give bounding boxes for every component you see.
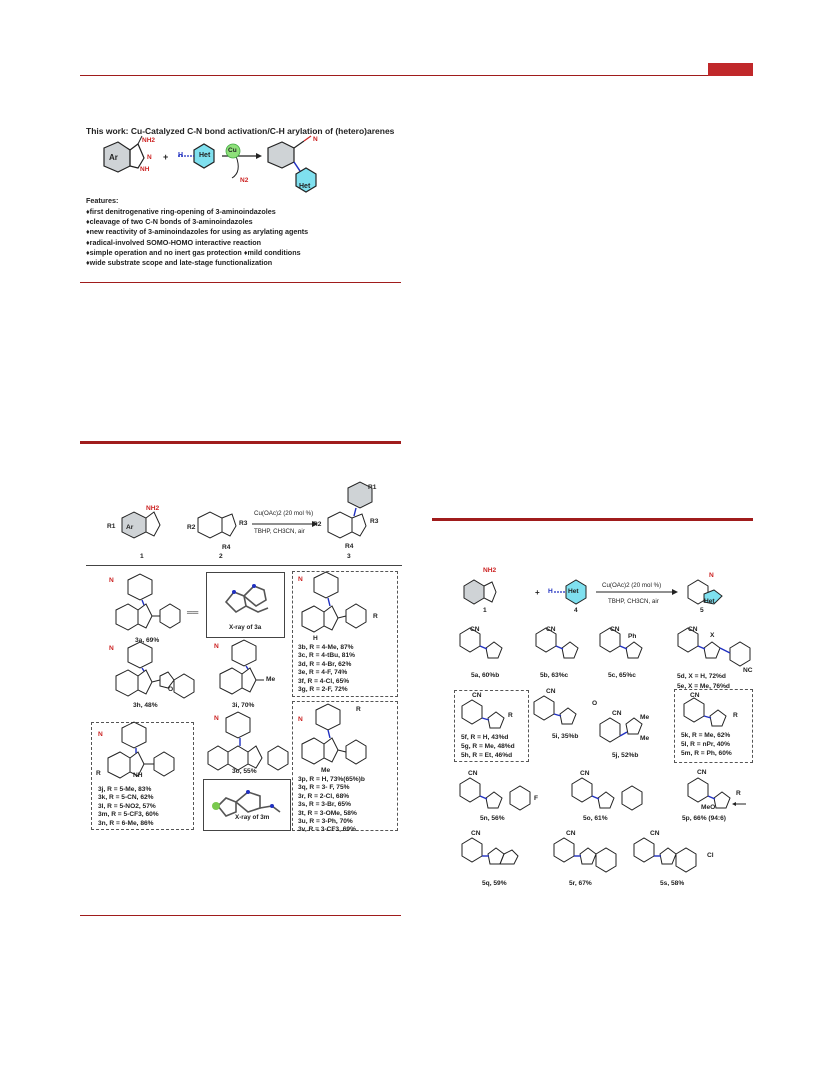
- compound-number-5: 5: [700, 607, 704, 614]
- product-r1-label: R1: [368, 484, 377, 491]
- indole-reaction-header: [86, 478, 406, 558]
- compound-3g-label: 3g, R = 2-F, 72%: [298, 686, 348, 694]
- indole-ar-label: Ar: [126, 524, 134, 531]
- r-label-5p: R: [736, 790, 741, 797]
- compound-3u-label: 3u, R = 3-Ph, 70%: [298, 818, 353, 826]
- abstract-reaction-diagram: [86, 138, 416, 198]
- compound-5f-label: 5f, R = H, 43%d: [461, 734, 509, 741]
- abstract-product-het-label: Het: [299, 183, 311, 190]
- cn-label-5i: CN: [546, 688, 556, 695]
- compound-3o-label: 3o, 55%: [232, 768, 257, 775]
- compound-5b-label: 5b, 63%c: [540, 672, 569, 679]
- cn-label-3a: N: [109, 577, 114, 584]
- indole-r1-label: R1: [107, 523, 116, 530]
- compound-5k-label: 5k, R = Me, 62%: [681, 732, 731, 739]
- section-rule-right: [432, 518, 753, 521]
- abstract-cu-label: Cu: [228, 147, 237, 154]
- group-5k-5m-list: [681, 731, 732, 759]
- indole-nh2-label: NH2: [146, 505, 160, 512]
- structure-3o: [206, 716, 296, 776]
- indole-r4-label: R4: [222, 544, 231, 551]
- hetarene-nh2-label: NH2: [483, 567, 497, 574]
- header-rule: [80, 75, 752, 76]
- abstract-n-label: N: [147, 154, 152, 161]
- compound-5m-label: 5m, R = Ph, 60%: [681, 750, 732, 758]
- compound-5g-label: 5g, R = Me, 48%d: [461, 743, 515, 751]
- product-r2-label: R2: [313, 521, 322, 528]
- compound-3q-label: 3q, R = 3- F, 75%: [298, 784, 350, 792]
- cn-label-3i: N: [214, 643, 219, 650]
- compound-5s-label: 5s, 58%: [660, 880, 685, 887]
- compound-3d-label: 3d, R = 4-Br, 62%: [298, 660, 352, 668]
- compound-3k-label: 3k, R = 5-CN, 62%: [98, 794, 154, 802]
- compound-3t-label: 3t, R = 3-OMe, 58%: [298, 809, 357, 817]
- cn-label-5a: CN: [470, 626, 480, 633]
- cn-label-5k: CN: [690, 692, 700, 699]
- cn-label-5f: CN: [472, 692, 482, 699]
- o-label-5i: O: [592, 700, 598, 707]
- r-label-3p: R: [356, 706, 361, 713]
- feature-item: ♦cleavage of two C-N bonds of 3-aminoindazoles: [86, 217, 253, 227]
- compound-5a-label: 5a, 60%b: [471, 672, 500, 679]
- cl-label-5s: Cl: [707, 852, 714, 859]
- cn-label-5q: CN: [471, 830, 481, 837]
- hetarene-h-label: H: [548, 588, 553, 595]
- x-label-5d: X: [710, 632, 715, 639]
- indole-r3-label: R3: [239, 520, 248, 527]
- structure-3p-3v: [294, 708, 390, 780]
- hetarene-plus: +: [535, 588, 540, 597]
- compound-5o-label: 5o, 61%: [583, 815, 608, 822]
- cn-label-5c: CN: [610, 626, 620, 633]
- group-3j-3n-list: [98, 786, 159, 828]
- equals-sign: ══: [187, 608, 199, 617]
- abstract-plus: +: [163, 152, 169, 162]
- me-label-3i: Me: [266, 676, 276, 683]
- cn-label-3p: N: [298, 716, 303, 723]
- cn-label-5j: CN: [612, 710, 622, 717]
- structure-3h: [106, 646, 202, 702]
- r-label-5k: R: [733, 712, 738, 719]
- indole-conditions-bottom: TBHP, CH3CN, air: [254, 528, 305, 535]
- scheme-bottom-rule: [80, 915, 401, 916]
- structure-3b-3g: [294, 576, 390, 648]
- meo-label-5p: MeO: [701, 804, 716, 811]
- abstract-het-label: Het: [199, 152, 211, 159]
- h-label-3b: H: [313, 635, 318, 642]
- feature-item: ♦wide substrate scope and late-stage functionalization: [86, 258, 273, 268]
- cn-label-3h: N: [109, 645, 114, 652]
- structures-row4: [450, 832, 780, 882]
- compound-5c-label: 5c, 65%c: [608, 672, 636, 679]
- me-label-5j-2: Me: [640, 735, 650, 742]
- abstract-ar-label: Ar: [109, 153, 118, 162]
- hetarene-reaction-header: [450, 568, 770, 618]
- compound-3b-label: 3b, R = 4-Me, 87%: [298, 644, 354, 651]
- abstract-nh-label: NH: [140, 166, 150, 173]
- compound-3n-label: 3n, R = 6-Me, 86%: [98, 819, 154, 827]
- r-label-3b: R: [373, 613, 378, 620]
- abstract-nh2-label: NH2: [142, 137, 156, 144]
- feature-item: ♦first denitrogenative ring-opening of 3-aminoindazoles: [86, 207, 276, 216]
- structure-3a: [106, 578, 186, 638]
- xray-3a-image: [216, 578, 276, 622]
- abstract-h-label: H: [178, 152, 184, 159]
- r-label-5f: R: [508, 712, 513, 719]
- cn-label-3j: N: [98, 731, 103, 738]
- header-page-tab: [708, 63, 753, 76]
- compound-3h-label: 3h, 48%: [133, 702, 158, 709]
- compound-3i-label: 3i, 70%: [232, 702, 255, 709]
- indole-r2-label: R2: [187, 524, 196, 531]
- o-label-3h: O: [168, 686, 174, 693]
- compound-5r-label: 5r, 67%: [569, 880, 592, 887]
- compound-3j-label: 3j, R = 5-Me, 83%: [98, 786, 152, 793]
- cn-label-5b: CN: [546, 626, 556, 633]
- group-3b-3g-list: [298, 644, 355, 694]
- hetarene-product-n-label: N: [709, 572, 714, 579]
- features-list: [86, 207, 308, 268]
- compound-3l-label: 3l, R = 5-NO2, 57%: [98, 802, 156, 810]
- compound-5q-label: 5q, 59%: [482, 880, 507, 887]
- ph-label-5c: Ph: [628, 633, 637, 640]
- cn-label-5r: CN: [566, 830, 576, 837]
- cn-label-5d: CN: [688, 626, 698, 633]
- compound-5p-label: 5p, 66% (94:6): [682, 815, 726, 822]
- section-rule-left: [80, 441, 401, 444]
- compound-number-1b: 1: [483, 607, 487, 614]
- r-label-3j: R: [96, 770, 101, 777]
- feature-item: ♦radical-involved SOMO-HOMO interactive reaction: [86, 237, 262, 247]
- compound-number-3: 3: [347, 553, 351, 560]
- abstract-product-n-label: N: [313, 136, 318, 143]
- feature-item: ♦new reactivity of 3-aminoindazoles for using as arylating agents: [86, 227, 309, 237]
- compound-3v-label: 3v, R = 3-CF3, 69%: [298, 826, 356, 834]
- cn-label-3o: N: [214, 715, 219, 722]
- compound-3a-label: 3a, 69%: [135, 637, 160, 644]
- cn-label-5p: CN: [697, 769, 707, 776]
- group-5f-5h-list: [461, 733, 515, 761]
- compound-3p-label: 3p, R = H, 73%(65%)b: [298, 776, 365, 783]
- indole-conditions-top: Cu(OAc)2 (20 mol %): [254, 510, 314, 517]
- indole-header-divider: [86, 565, 402, 566]
- compound-3e-label: 3e, R = 4-F, 74%: [298, 669, 348, 677]
- compound-5i-label: 5i, 35%b: [552, 733, 579, 740]
- structures-row1: [450, 626, 780, 676]
- xray-3m-caption: X-ray of 3m: [235, 814, 270, 821]
- me-label-3p: Me: [321, 767, 331, 774]
- nc-label-5d: NC: [743, 667, 753, 674]
- xray-3a-caption: X-ray of 3a: [229, 624, 262, 631]
- compound-3c-label: 3c, R = 4-tBu, 81%: [298, 652, 355, 660]
- product-r4-label: R4: [345, 543, 354, 550]
- hetarene-conditions-bottom: TBHP, CH3CN, air: [608, 598, 659, 605]
- structure-3i: [210, 644, 286, 700]
- compound-5n-label: 5n, 56%: [480, 815, 505, 822]
- group-3p-3v-list: [298, 776, 365, 835]
- compound-5d-label: 5d, X = H, 72%d: [677, 673, 726, 680]
- nh-label-3j: NH: [133, 772, 143, 779]
- product-r3-label: R3: [370, 518, 379, 525]
- me-label-5j-1: Me: [640, 714, 650, 721]
- compound-5h-label: 5h, R = Et, 46%d: [461, 752, 513, 760]
- cn-label-3b: N: [298, 576, 303, 583]
- abstract-n2-label: N2: [240, 177, 249, 184]
- hetarene-het-label: Het: [568, 588, 579, 595]
- compound-number-4: 4: [574, 607, 578, 614]
- compound-3f-label: 3f, R = 4-Cl, 65%: [298, 677, 350, 685]
- abstract-bottom-rule: [80, 282, 401, 283]
- compound-3r-label: 3r, R = 2-Cl, 68%: [298, 792, 350, 800]
- cn-label-5s: CN: [650, 830, 660, 837]
- abstract-title: This work: Cu-Catalyzed C-N bond activation/C-H arylation of (hetero)arenes: [86, 126, 395, 136]
- compound-5e-label: 5e, X = Me, 76%d: [677, 683, 730, 690]
- feature-item: ♦simple operation and no inert gas protection ♦mild conditions: [86, 247, 301, 257]
- hetarene-product-het-label: Het: [704, 598, 715, 605]
- compound-3s-label: 3s, R = 3-Br, 65%: [298, 801, 351, 809]
- compound-5l-label: 5l, R = nPr, 40%: [681, 741, 730, 749]
- cn-label-5o: CN: [580, 770, 590, 777]
- features-title: Features:: [86, 196, 119, 205]
- f-label-5n: F: [534, 795, 539, 802]
- compound-3m-label: 3m, R = 5-CF3, 60%: [98, 811, 159, 819]
- compound-number-2: 2: [219, 553, 223, 560]
- cn-label-5n: CN: [468, 770, 478, 777]
- compound-5j-label: 5j, 52%b: [612, 752, 639, 759]
- compound-number-1: 1: [140, 553, 144, 560]
- hetarene-conditions-top: Cu(OAc)2 (20 mol %): [602, 582, 662, 589]
